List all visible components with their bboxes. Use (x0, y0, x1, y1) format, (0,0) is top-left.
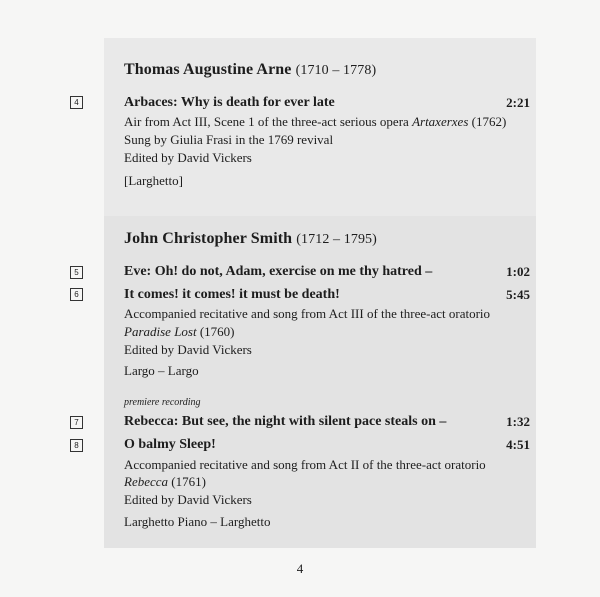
premiere-note: premiere recording (124, 397, 201, 408)
track-performer-note-4: Sung by Giulia Frasi in the 1769 revival (124, 132, 334, 147)
composer-dates: (1710 – 1778) (295, 63, 377, 78)
track-time-6: 5:45 (506, 287, 530, 302)
track-tempo-6: Largo – Largo (124, 363, 199, 378)
track-number-6: 6 (70, 288, 83, 301)
composer-heading-smith (124, 230, 377, 248)
composer-name: John Christopher Smith (124, 230, 293, 247)
track-editor-8: Edited by David Vickers (124, 492, 252, 507)
track-time-7: 1:32 (506, 414, 530, 429)
track-editor-6: Edited by David Vickers (124, 342, 252, 357)
desc-year: (1761) (168, 474, 206, 489)
desc-year: (1762) (468, 114, 507, 129)
desc-text: Air from Act III, Scene 1 of the three-act serious opera (124, 114, 413, 129)
track-number-5: 5 (70, 266, 83, 279)
track-title-7: Rebecca: But see, the night with silent pace steals on – (124, 414, 447, 429)
track-editor-4: Edited by David Vickers (124, 150, 252, 165)
work-title: Artaxerxes (412, 114, 469, 129)
page-number: 4 (296, 561, 304, 576)
track-time-8: 4:51 (506, 437, 530, 452)
track-work-8 (124, 473, 206, 491)
composer-heading-arne (124, 61, 376, 79)
track-description-6: Accompanied recitative and song from Act III of the three-act oratorio (124, 306, 491, 321)
track-title-4: Arbaces: Why is death for ever late (124, 95, 335, 110)
track-number-8: 8 (70, 439, 83, 452)
track-title-8: O balmy Sleep! (124, 437, 216, 452)
track-time-5: 1:02 (506, 264, 530, 279)
track-title-5: Eve: Oh! do not, Adam, exercise on me thy hatred – (124, 264, 433, 279)
track-tempo-4: [Larghetto] (124, 173, 183, 188)
track-work-6 (124, 323, 235, 341)
track-number-4: 4 (70, 96, 83, 109)
track-title-6: It comes! it comes! it must be death! (124, 287, 340, 302)
track-time-4: 2:21 (506, 95, 530, 110)
track-tempo-8: Larghetto Piano – Larghetto (124, 514, 271, 529)
work-title: Paradise Lost (124, 324, 197, 339)
track-description-8: Accompanied recitative and song from Act II of the three-act oratorio (124, 457, 486, 472)
composer-name: Thomas Augustine Arne (124, 61, 292, 78)
desc-year: (1760) (196, 324, 235, 339)
work-title: Rebecca (124, 474, 169, 489)
composer-dates: (1712 – 1795) (296, 232, 377, 247)
track-number-7: 7 (70, 416, 83, 429)
track-description-4 (124, 113, 506, 131)
